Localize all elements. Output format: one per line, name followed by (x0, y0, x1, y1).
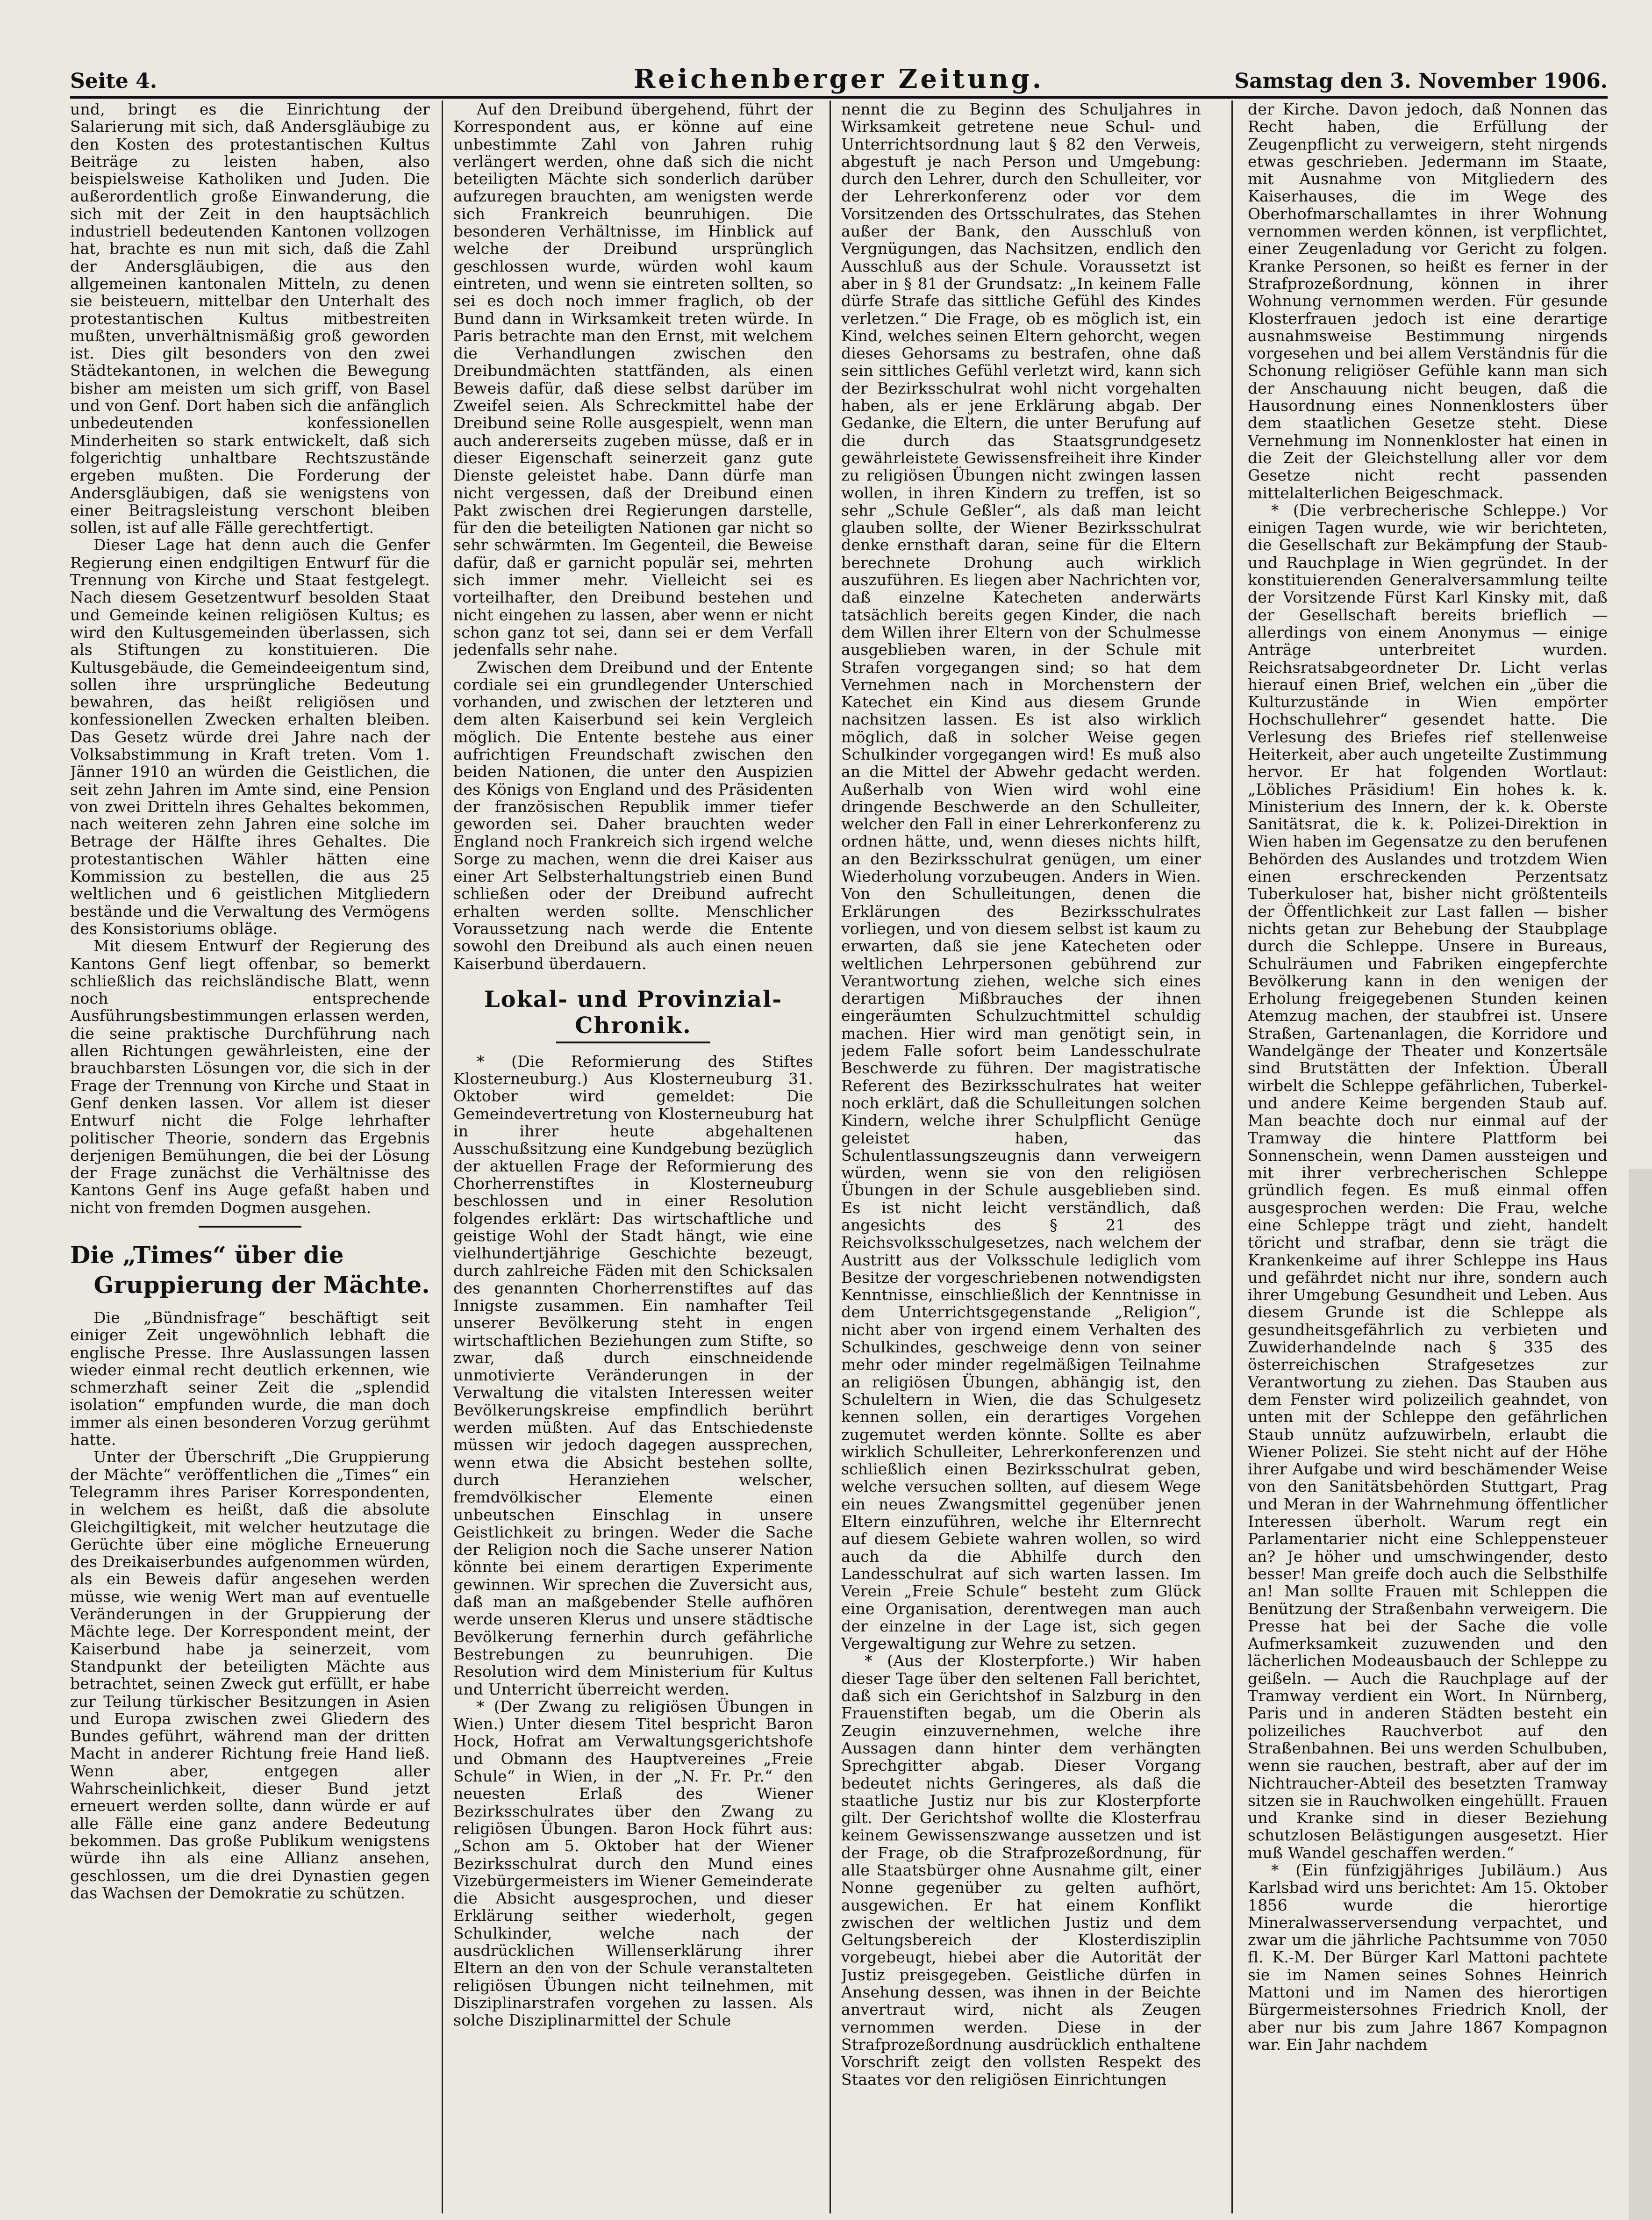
paragraph: Unter der Überschrift „Die Gruppierung der Mächte“ veröffentlichen die „Times“ ein Telegramm ihres Pariser Korrespondenten, in welchem es heißt, daß die absolute Gleichgiltigkeit, mit welcher heutzutage die Gerüchte über eine mögliche Erneuerung des Dreikaiserbundes aufgenommen würden, als ein Beweis dafür angesehen werden müsse, wie wenig Wert man auf eventuelle Veränderungen in der Gruppierung der Mächte lege. Der Korrespondent meint, der Kaiserbund habe ja seinerzeit, vom Standpunkt der beteiligten Mächte aus betrachtet, seinen Zweck gut erfüllt, er habe zur Teilung türkischer Besitzungen in Asien und Europa zwischen zwei Gliedern des Bundes geführt, während man der dritten Macht in anderer Richtung freie Hand ließ. Wenn aber, entgegen aller Wahrscheinlichkeit, dieser Bund jetzt erneuert werden sollte, dann würde er auf alle Fälle eine ganz andere Bedeutung bekommen. Das große Publikum wenigstens würde ihn als eine Allianz ansehen, geschlossen, um die drei Dynastien gegen das Wachsen der Demokratie zu schützen. (70, 1448, 430, 1902)
article-headline: Die „Times“ über die (70, 1241, 344, 1269)
page-number: Seite 4. (70, 69, 157, 93)
column-2 (453, 101, 813, 2213)
paragraph: * (Die Reformierung des Stiftes Klosterneuburg.) Aus Klosterneuburg 31. Oktober wird gemeldet: Die Gemeindevertretung von Klosterneuburg hat in ihrer heute abgehaltenen Ausschußsitzung eine Kundgebung bezüglich der aktuellen Frage der Reformierung des Chorherrenstiftes in Klosterneuburg beschlossen und in einer Resolution folgendes erklärt: Das wirtschaftliche und geistige Wohl der Stadt hängt, wie eine vielhundertjährige Geschichte bezeugt, durch zahlreiche Fäden mit den Schicksalen des genannten Chorherrenstiftes auf das Innigste zusammen. Ein namhafter Teil unserer Bevölkerung steht in engen wirtschaftlichen Beziehungen zum Stifte, so zwar, daß durch einschneidende unmotivierte Veränderungen in der Verwaltung die vitalsten Interessen weiter Bevölkerungskreise empfindlich berührt werden müßten. Auf das Entschiedenste müssen wir jedoch dagegen aussprechen, wenn etwa die Absicht bestehen sollte, durch Heranziehen welscher, fremdvölkischer Elemente einen unbeutschen Einschlag in unsere Geistlichkeit zu bringen. Weder die Sache der Religion noch die Sache unserer Nation könnte bei einem derartigen Experimente gewinnen. Wir sprechen die Zuversicht aus, daß man an maßgebender Stelle aufhören werde unseren Klerus und unsere städtische Bevölkerung fernerhin durch gefährliche Bestrebungen zu beunruhigen. Die Resolution wird dem Ministerium für Kultus und Unterricht überreicht werden. (453, 1052, 813, 1698)
article-separator (199, 1226, 301, 1228)
article-headline: Gruppierung der Mächte. (93, 1271, 430, 1299)
section-heading: Lokal- und Provinzial-Chronik. (484, 986, 783, 1039)
paragraph: Dieser Lage hat denn auch die Genfer Regierung einen endgiltigen Entwurf für die Trennung von Kirche und Staat festgelegt. Nach diesem Gesetzentwurf besolden Staat und Gemeinde keinen religiösen Kultus; es wird den Kultusgemeinden überlassen, sich als Stiftungen zu konstituieren. Die Kultusgebäude, die Gemeindeeigentum sind, sollen ihre ursprüngliche Bedeutung bewahren, das heißt religiösen und konfessionellen Zwecken erhalten bleiben. Das Gesetz würde drei Jahre nach der Volksabstimmung in Kraft treten. Vom 1. Jänner 1910 an würden die Geistlichen, die seit zehn Jahren im Amte sind, eine Pension von zwei Dritteln ihres Gehaltes bekommen, nach weiteren zehn Jahren eine solche im Betrage der Hälfte ihres Gehaltes. Die protestantischen Wähler hätten eine Kommission zu bestellen, die aus 25 weltlichen und 6 geistlichen Mitgliedern bestände und die Verwaltung des Vermögens des Konsistoriums obläge. (70, 536, 430, 938)
column-3 (841, 101, 1201, 2213)
paragraph: der Kirche. Davon jedoch, daß Nonnen das Recht haben, die Erfüllung der Zeugenpflicht zu verweigern, steht nirgends etwas geschrieben. Jedermann im Staate, mit Ausnahme von Mitgliedern des Kaiserhauses, die im Wege des Oberhofmarschallamtes in ihrer Wohnung vernommen werden können, ist verpflichtet, einer Zeugenladung vor Gericht zu folgen. Kranke Personen, so heißt es ferner in der Strafprozeßordnung, können in ihrer Wohnung vernommen werden. Für gesunde Klosterfrauen jedoch ist eine derartige ausnahmsweise Bestimmung nirgends vorgesehen und bei allem Verständnis für die Schonung religiöser Gefühle kann man sich der Anschauung nicht beugen, daß die Hausordnung eines Nonnenklosters über dem staatlichen Gesetze steht. Diese Vernehmung im Nonnenkloster hat einen in die Zeit der Gleichstellung aller vor dem Gesetze nicht recht passenden mittelalterlichen Beigeschmack. (1248, 101, 1608, 502)
issue-date: Samstag den 3. November 1906. (1234, 69, 1608, 93)
paragraph: * (Ein fünfzigjähriges Jubiläum.) Aus Karlsbad wird uns berichtet: Am 15. Oktober 1856 wurde die hierortige Mineralwasserversendung verpachtet, und zwar um die jährliche Pachtsumme von 7050 fl. K.-M. Der Bürger Karl Mattoni pachtete sie im Namen seines Sohnes Heinrich Mattoni und im Namen des hierortigen Bürgermeistersohnes Friedrich Knoll, der aber nur bis zum Jahre 1867 Kompagnon war. Ein Jahr nachdem (1248, 1861, 1608, 2054)
newspaper-title: Reichenberger Zeitung. (633, 64, 1044, 94)
paragraph: * (Aus der Klosterpforte.) Wir haben dieser Tage über den seltenen Fall berichtet, daß sich ein Gerichtshof in Salzburg in den Frauenstiften begab, um die Oberin als Zeugin einzuvernehmen, welche ihre Aussagen dann hinter dem verhängten Sprechgitter abgab. Dieser Vorgang bedeutet nichts Geringeres, als daß die staatliche Justiz nur bis zur Klosterpforte gilt. Der Gerichtshof wollte die Klosterfrau keinem Gewissenszwange aussetzen und ist der Frage, ob die Strafprozeßordnung, für alle Staatsbürger ohne Ausnahme gilt, einer Nonne gegenüber zu gelten aufhört, ausgewichen. Er hat einem Konflikt zwischen der weltlichen Justiz und dem Geltungsbereich der Klosterdisziplin vorgebeugt, hiebei aber die Autorität der Justiz preisgegeben. Geistliche dürfen in Ansehung dessen, was ihnen in der Beichte anvertraut wird, nicht als Zeugen vernommen werden. Diese in der Strafprozeßordnung ausdrücklich enthaltene Vorschrift zeigt den vollsten Respekt des Staates vor den religiösen Einrichtungen (841, 1652, 1201, 2089)
paragraph: * (Der Zwang zu religiösen Übungen in Wien.) Unter diesem Titel bespricht Baron Hock, Hofrat am Verwaltungsgerichtshofe und Obmann des Hauptvereines „Freie Schule“ in Wien, in der „N. Fr. Pr.“ den neuesten Erlaß des Wiener Bezirksschulrates über den Zwang zu religiösen Übungen. Baron Hock führt aus: „Schon am 5. Oktober hat der Wiener Bezirksschulrat durch den Mund eines Vizebürgermeisters im Wiener Gemeinderate die Absicht ausgesprochen, und dieser Erklärung seither wiederholt, gegen Schulkinder, welche nach der ausdrücklichen Willenserklärung ihrer Eltern an den von der Schule veranstalteten religiösen Übungen nicht teilnehmen, mit Disziplinarstrafen vorgehen zu lassen. Als solche Disziplinarmittel der Schule (453, 1697, 813, 2030)
paragraph: Die „Bündnisfrage“ beschäftigt seit einiger Zeit ungewöhnlich lebhaft die englische Presse. Ihre Auslassungen lassen wieder einmal recht deutlich erkennen, wie schmerzhaft seiner Zeit die „splendid isolation“ empfunden wurde, die man doch immer als einen besonderen Vorzug gerühmt hatte. (70, 1308, 430, 1449)
page-edge-strip (1629, 1169, 1652, 2220)
paragraph: * (Die verbrecherische Schleppe.) Vor einigen Tagen wurde, wie wir berichteten, die Gesellschaft zur Bekämpfung der Staub- und Rauchplage in Wien gegründet. In der konstituierenden Generalversammlung teilte der Vorsitzende Fürst Karl Kinsky mit, daß der Gesellschaft bereits brieflich — allerdings von einem Anonymus — einige Anträge unterbreitet wurden. Reichsratsabgeordneter Dr. Licht verlas hierauf einen Brief, welchen ein „über die Kulturzustände in Wien empörter Hochschullehrer“ gesendet hatte. Die Verlesung des Briefes rief stellenweise Heiterkeit, aber auch ungeteilte Zustimmung hervor. Er hat folgenden Wortlaut: „Löbliches Präsidium! Ein hohes k. k. Ministerium des Innern, der k. k. Oberste Sanitätsrat, die k. k. Polizei-Direktion in Wien haben im Gegensatze zu den berufenen Behörden des Auslandes und trotzdem Wien einen erschreckenden Perzentsatz Tuberkuloser hat, bisher nicht größtenteils der Öffentlichkeit zur Last fallen — bisher nichts getan zur Behebung der Staubplage durch die Schleppe. Unsere in Bureaus, Schulräumen und Fabriken eingepferchte Bevölkerung kann in den wenigen der Erholung freigegebenen Stunden keinen Atemzug machen, der staubfrei ist. Unsere Straßen, Gartenanlagen, die Korridore und Wandelgänge der Theater und Konzertsäle sind Brutstätten der Infektion. Überall wirbelt die Schleppe gefährlichen, Tuberkel- und andere Keime bergenden Staub auf. Man beachte doch nur einmal auf der Tramway die hintere Plattform bei Sonnenschein, wenn Damen aussteigen und mit ihrer verbrecherischen Schleppe gründlich fegen. Es muß einmal offen ausgesprochen werden: Die Frau, welche eine Schleppe trägt und zieht, handelt töricht und strafbar, denn sie trägt die Krankenkeime auf ihrer Schleppe ins Haus und gefährdet nicht nur ihre, sondern auch ihrer Umgebung Gesundheit und Leben. Aus diesem Grunde ist die Schleppe als gesundheitsgefährlich zu verbieten und Zuwiderhandelnde nach § 335 des österreichischen Strafgesetzes zur Verantwortung zu ziehen. Das Stauben aus dem Fenster wird polizeilich geahndet, von unten mit der Schleppe den gefährlichen Staub unnütz aufzuwirbeln, erlaubt die Wiener Polizei. Sie steht nicht auf der Höhe ihrer Aufgabe und wird beschämender Weise von den Sanitätsbehörden Stuttgart, Prag und Meran in der Wahrnehmung öffentlicher Interessen überholt. Warum regt ein Parlamentarier nicht eine Schleppensteuer an? Je höher und umschwingender, desto besser! Man greife doch auch die Selbsthilfe an! Man sollte Frauen mit Schleppen die Benützung der Straßenbahn verweigern. Die Presse hat bei der Sache die volle Aufmerksamkeit zuzuwenden und den lächerlichen Modeausbauch der Schleppe zu geißeln. — Auch die Rauchplage auf der Tramway verdient ein Wort. In Nürnberg, Paris und in anderen Städten besteht ein polizeiliches Rauchverbot auf den Straßenbahnen. Bei uns werden Schulbuben, wenn sie rauchen, bestraft, aber auf der im Nichtraucher-Abteil des besetzten Tramway sitzen sie in Rauchwolken eingehüllt. Frauen und Kranke sind in dieser Beziehung schutzlosen Belästigungen ausgesetzt. Hier muß Wandel geschaffen werden.“ (1248, 501, 1608, 1862)
section-rule (556, 1042, 710, 1043)
paragraph: und, bringt es die Einrichtung der Salarierung mit sich, daß Andersgläubige zu den Kosten des protestantischen Kultus Beiträge zu leisten haben, also beispielsweise Katholiken und Juden. Die außerordentlich große Einwanderung, die sich mit der Zeit in den hauptsächlich industriell bedeutenden Kantonen vollzogen hat, brachte es nun mit sich, daß die Zahl der Andersgläubigen, die aus den allgemeinen kantonalen Mitteln, zu denen sie beisteuern, mittelbar den Unterhalt des protestantischen Kultus mitbestreiten mußten, unverhältnismäßig groß geworden ist. Dies gilt besonders von den zwei Städtekantonen, in welchen die Bewegung bisher am meisten um sich griff, von Basel und von Genf. Dort haben sich die anfänglich unbedeutenden konfessionellen Minderheiten so stark entwickelt, daß sich folgerichtig unhaltbare Rechtszustände ergeben mußten. Die Forderung der Andersgläubigen, daß sie wenigstens von einer Beitragsleistung verschont bleiben sollen, ist auf alle Fälle gerechtfertigt. (70, 101, 430, 537)
page-header (70, 61, 1608, 98)
paragraph: nennt die zu Beginn des Schuljahres in Wirksamkeit getretene neue Schul- und Unterrichtsordnung laut § 82 den Verweis, abgestuft je nach Person und Umgebung: durch den Lehrer, durch den Schulleiter, vor der Lehrerkonferenz oder vor dem Vorsitzenden des Ortsschulrates, das Stehen außer der Bank, den Ausschluß von Vergnügungen, das Nachsitzen, endlich den Ausschluß aus der Schule. Voraussetzt ist aber in § 81 der Grundsatz: „In keinem Falle dürfe Strafe das sittliche Gefühl des Kindes verletzen.“ Die Frage, ob es möglich ist, ein Kind, welches seinen Eltern gehorcht, wegen dieses Gehorsams zu bestrafen, ohne daß sein sittliches Gefühl verletzt wird, kann sich der Bezirksschulrat wohl nicht vorgehalten haben, als er jene Erklärung abgab. Der Gedanke, die Eltern, die unter Berufung auf die durch das Staatsgrundgesetz gewährleistete Gewissensfreiheit ihre Kinder zu religiösen Übungen nicht zwingen lassen wollen, in ihren Kindern zu treffen, ist so sehr „Schule Geßler“, als daß man leicht glauben sollte, der Wiener Bezirksschulrat denke ernsthaft daran, seine für die Eltern berechnete Drohung auch wirklich auszuführen. Es liegen aber Nachrichten vor, daß einzelne Katecheten anderwärts tatsächlich bereits gegen Kinder, die nach dem Willen ihrer Eltern von der Schulmesse ausgeblieben waren, in der Schule mit Strafen vorgegangen sind; so hat dem Vernehmen nach in Morchenstern der Katechet ein Kind aus diesem Grunde nachsitzen lassen. Es ist also wirklich möglich, daß in solcher Weise gegen Schulkinder vorgegangen wird! Es muß also an die Mittel der Abwehr gedacht werden. Außerhalb von Wien wird wohl eine dringende Beschwerde an den Schulleiter, welcher den Fall in einer Lehrerkonferenz zu ordnen hätte, und, wenn dieses nichts hilft, an den Bezirksschulrat genügen, um einer Wiederholung vorzubeugen. Anders in Wien. Von den Schulleitungen, denen die Erklärungen des Bezirksschulrates vorliegen, und von diesem selbst ist kaum zu erwarten, daß sie jene Katecheten oder weltlichen Lehrpersonen gebührend zur Verantwortung ziehen, welche sich eines derartigen Mißbrauches der ihnen eingeräumten Schulzuchtmittel schuldig machen. Hier wird man genötigt sein, in jedem Falle sofort beim Landesschulrate Beschwerde zu führen. Der magistratische Referent des Bezirksschulrates hat weiter noch erklärt, daß die Schulleitungen solchen Kindern, welche ihrer Schulpflicht Genüge geleistet haben, das Schulentlassungszeugnis dann verweigern würden, wenn sie von den religiösen Übungen in der Schule ausgeblieben sind. Es ist nicht leicht verständlich, daß angesichts des § 21 des Reichsvolksschulgesetzes, nach welchem der Austritt aus der Volksschule lediglich vom Besitze der vorgeschriebenen notwendigsten Kenntnisse, einschließlich der Kenntnisse in dem Unterrichtsgegenstande „Religion“, nicht aber von irgend einem Verhalten des Schulkindes, geschweige denn von seiner mehr oder minder regelmäßigen Teilnahme an religiösen Übungen, abhängig ist, den Schuleltern in Wien, die das Schulgesetz kennen sollen, ein derartiges Vorgehen zugemutet werden könnte. Sollte es aber wirklich Schulleiter, Lehrerkonferenzen und schließlich einen Bezirksschulrat geben, welche versuchen sollten, auf diesem Wege ein neues Zwangsmittel gegenüber jenen Eltern einzuführen, welche ihr Elternrecht auf diesem Gebiete wahren wollen, so wird auch da die Abhilfe durch den Landesschulrat auf sich warten lassen. Im Verein „Freie Schule“ besteht zum Glück eine Organisation, derentwegen man auch der einzelne in der Lage ist, sich gegen Vergewaltigung zur Wehre zu setzen. (841, 101, 1201, 1653)
header-rule (70, 96, 1608, 99)
column-divider (830, 101, 831, 2213)
column-divider (1231, 101, 1233, 2213)
column-divider (442, 101, 443, 2213)
column-1 (70, 101, 430, 2213)
paragraph: Auf den Dreibund übergehend, führt der Korrespondent aus, er könne auf eine unbestimmte Zahl von Jahren ruhig verlängert werden, ohne daß sich die nicht beteiligten Mächte sich sonderlich darüber aufzuregen brauchten, am wenigsten werde sich Frankreich beunruhigen. Die besonderen Verhältnisse, im Hinblick auf welche der Dreibund ursprünglich geschlossen wurde, würden wohl kaum eintreten, und wenn sie eintreten sollten, so sei es doch noch immer fraglich, ob der Bund dann in Wirksamkeit treten würde. In Paris betrachte man den Ernst, mit welchem die Verhandlungen zwischen den Dreibundmächten stattfänden, als einen Beweis dafür, daß diese selbst darüber im Zweifel seien. Als Schreckmittel habe der Dreibund seine Rolle ausgespielt, wenn man auch andererseits zugeben müsse, daß er in dieser Eigenschaft seinerzeit ganz gute Dienste geleistet habe. Dann dürfe man nicht vergessen, daß der Dreibund einen Pakt zwischen drei Regierungen darstelle, für den die beteiligten Nationen gar nicht so sehr schwärmten. Im Gegenteil, die Beweise dafür, daß er garnicht populär sei, mehrten sich immer mehr. Vielleicht sei es vorteilhafter, den Dreibund bestehen und nicht eingehen zu lassen, aber wenn er nicht schon ganz tot sei, dann sei er dem Verfall jedenfalls sehr nahe. (453, 101, 813, 659)
paragraph: Mit diesem Entwurf der Regierung des Kantons Genf liegt offenbar, so bemerkt schließlich das reichsländische Blatt, wenn noch entsprechende Ausführungsbestimmungen erlassen werden, die seine praktische Durchführung nach allen Richtungen gewährleisten, eine der brauchbarsten Lösungen vor, die sich in der Frage der Trennung von Kirche und Staat in Genf denken lassen. Vor allem ist dieser Entwurf nicht die Folge lehrhafter politischer Theorie, sondern das Ergebnis derjenigen Bemühungen, die bei der Lösung der Frage zunächst die Verhältnisse des Kantons Genf ins Auge gefaßt haben und nicht von fremden Dogmen ausgehen. (70, 937, 430, 1217)
paragraph: Zwischen dem Dreibund und der Entente cordiale sei ein grundlegender Unterschied vorhanden, und zwischen der letzteren und dem alten Kaiserbund sei kein Vergleich möglich. Die Entente bestehe aus einer aufrichtigen Freundschaft zwischen den beiden Nationen, die unter den Auspizien des Königs von England und des Präsidenten der französischen Republik immer tiefer geworden sei. Daher brauchten weder England noch Frankreich sich irgend welche Sorge zu machen, wenn die drei Kaiser aus einer Art Selbsterhaltungstrieb einen Bund schließen oder der Dreibund aufrecht erhalten werden sollte. Menschlicher Voraussetzung nach werde die Entente sowohl den Dreibund als auch einen neuen Kaiserbund überdauern. (453, 658, 813, 973)
column-4 (1248, 101, 1608, 2213)
